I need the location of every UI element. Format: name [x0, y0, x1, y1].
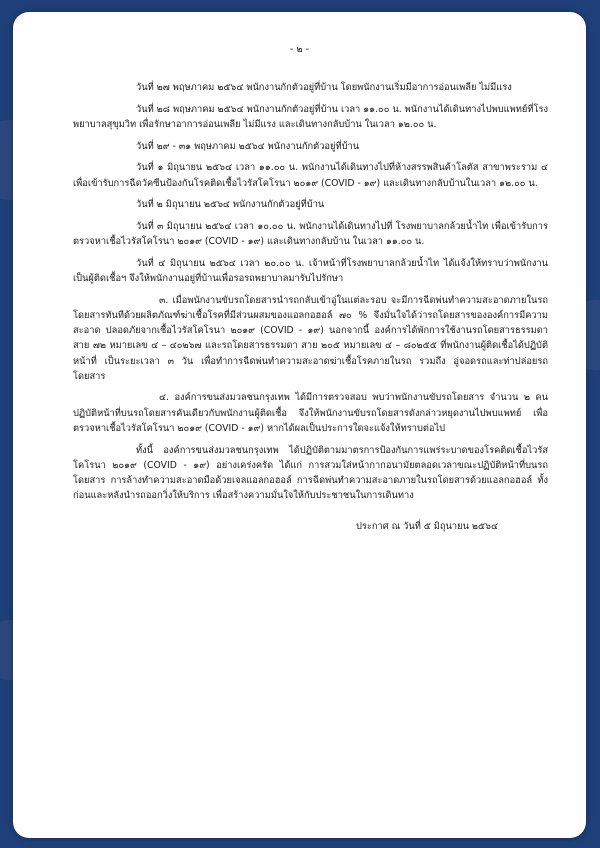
document-page [13, 12, 586, 838]
numbered-paragraph: ๔. องค์การขนส่งมวลชนกรุงเทพ ได้มีการตรวจสอบ พบว่าพนักงานขับรถโดยสาร จำนวน ๒ คน ปฏิบัติหน้าที่บนรถโดยสารคันเดียวกับพนักงานผู้ติดเชื้อ จึงให้พนักงานขับรถโดยสารดังกล่าวหยุดงานไปพบแพทย์ เพื่อตรวจหาเชื้อไวรัสโคโรนา ๒๐๑๙ (COVID - ๑๙) หากได้ผลเป็นประการใดจะแจ้งให้ทราบต่อไป [73, 392, 548, 434]
document-body [73, 80, 548, 534]
paragraph: วันที่ ๒๙ - ๓๑ พฤษภาคม ๒๕๖๔ พนักงานกักตัวอยู่ที่บ้าน [136, 140, 360, 152]
paragraph: วันที่ ๔ มิถุนายน ๒๕๖๔ เวลา ๒๐.๐๐ น. เจ้าหน้าที่โรงพยาบาลกล้วยน้ำไท ได้แจ้งให้ทราบว่าพนักงานเป็นผู้ติดเชื้อฯ จึงให้พนักงานอยู่ที่บ้านเพื่อรอรถพยาบาลมารับไปรักษา [73, 257, 548, 285]
paragraph: วันที่ ๑ มิถุนายน ๒๕๖๔ เวลา ๑๑.๐๐ น. พนักงานได้เดินทางไปที่ห้างสรรพสินค้าโลตัส สาขาพระราม ๔ เพื่อเข้ารับการฉีดวัคซีนป้องกันโรคติดเชื้อไวรัสโคโรนา ๒๐๑๙ (COVID - ๑๙) และเดินทางกลับบ้านในเวลา ๑๒.๐๐ น. [73, 162, 548, 189]
paragraph: วันที่ ๒ มิถุนายน ๒๕๖๔ พนักงานกักตัวอยู่ที่บ้าน [136, 199, 325, 211]
numbered-paragraph: ๓. เมื่อพนักงานขับรถโดยสารนำรถกลับเข้าอู่ในแต่ละรอบ จะมีการฉีดพ่นทำความสะอาดภายในรถโดยสารทันทีด้วยผลิตภัณฑ์ฆ่าเชื้อโรคที่มีส่วนผสมของแอลกอฮอล์ ๗๐ % จึงมั่นใจได้ว่ารถโดยสารขององค์การมีความสะอาด ปลอดภัยจากเชื้อไวรัสโคโรนา ๒๐๑๙ (COVID - ๑๙) นอกจากนี้ องค์การได้พักการใช้งานรถโดยสารธรรมดา สาย ๗๒ หมายเลข ๔ – ๔๐๒๖๗ และรถโดยสารธรรมดา สาย ๒๐๕ หมายเลข ๔ – ๘๐๒๕๕ ที่พนักงานผู้ติดเชื้อได้ปฏิบัติหน้าที่ เป็นระยะเวลา ๓ วัน เพื่อทำการฉีดพ่นทำความสะอาดฆ่าเชื้อโรคภายในรถ รวมถึง อู่จอดรถและท่าปล่อยรถโดยสาร [73, 294, 548, 382]
announcement-date: ประกาศ ณ วันที่ ๕ มิถุนายน ๒๕๖๔ [355, 521, 498, 533]
paragraph: วันที่ ๓ มิถุนายน ๒๕๖๔ เวลา ๑๐.๐๐ น. พนักงานได้เดินทางไปที่ โรงพยาบาลกล้วยน้ำไท เพื่อเข้ารับการตรวจหาเชื้อไวรัสโคโรนา ๒๐๑๙ (COVID - ๑๙) และเดินทางกลับบ้าน ในเวลา ๑๑.๐๐ น. [73, 220, 548, 248]
paragraph: วันที่ ๒๗ พฤษภาคม ๒๕๖๔ พนักงานกักตัวอยู่ที่บ้าน โดยพนักงานเริ่มมีอาการอ่อนเพลีย ไม่มีแรง [136, 82, 512, 93]
paragraph: วันที่ ๒๘ พฤษภาคม ๒๕๖๔ พนักงานกักตัวอยู่ที่บ้าน เวลา ๑๑.๐๐ น. พนักงานได้เดินทางไปพบแพทย์ที่โรงพยาบาลสุขุมวิท เพื่อรักษาอาการอ่อนเพลีย ไม่มีแรง และเดินทางกลับบ้าน ในเวลา ๑๒.๐๐ น. [73, 103, 548, 130]
page-number: - ๒ - [289, 44, 310, 55]
closing-paragraph: ทั้งนี้ องค์การขนส่งมวลชนกรุงเทพ ได้ปฏิบัติตามมาตรการป้องกันการแพร่ระบาดของโรคติดเชื้อไวรัสโคโรนา ๒๐๑๙ (COVID - ๑๙) อย่างเคร่งครัด ได้แก่ การสวมใส่หน้ากากอนามัยตลอดเวลาขณะปฏิบัติหน้าที่บนรถโดยสาร การล้างทำความสะอาดมือด้วยเจลแอลกอฮอล์ การฉีดพ่นทำความสะอาดภายในรถโดยสารด้วยแอลกอฮอล์ ทั้งก่อนและหลังนำรถออกวิ่งให้บริการ เพื่อสร้างความมั่นใจให้กับประชาชนในการเดินทาง [73, 444, 548, 502]
